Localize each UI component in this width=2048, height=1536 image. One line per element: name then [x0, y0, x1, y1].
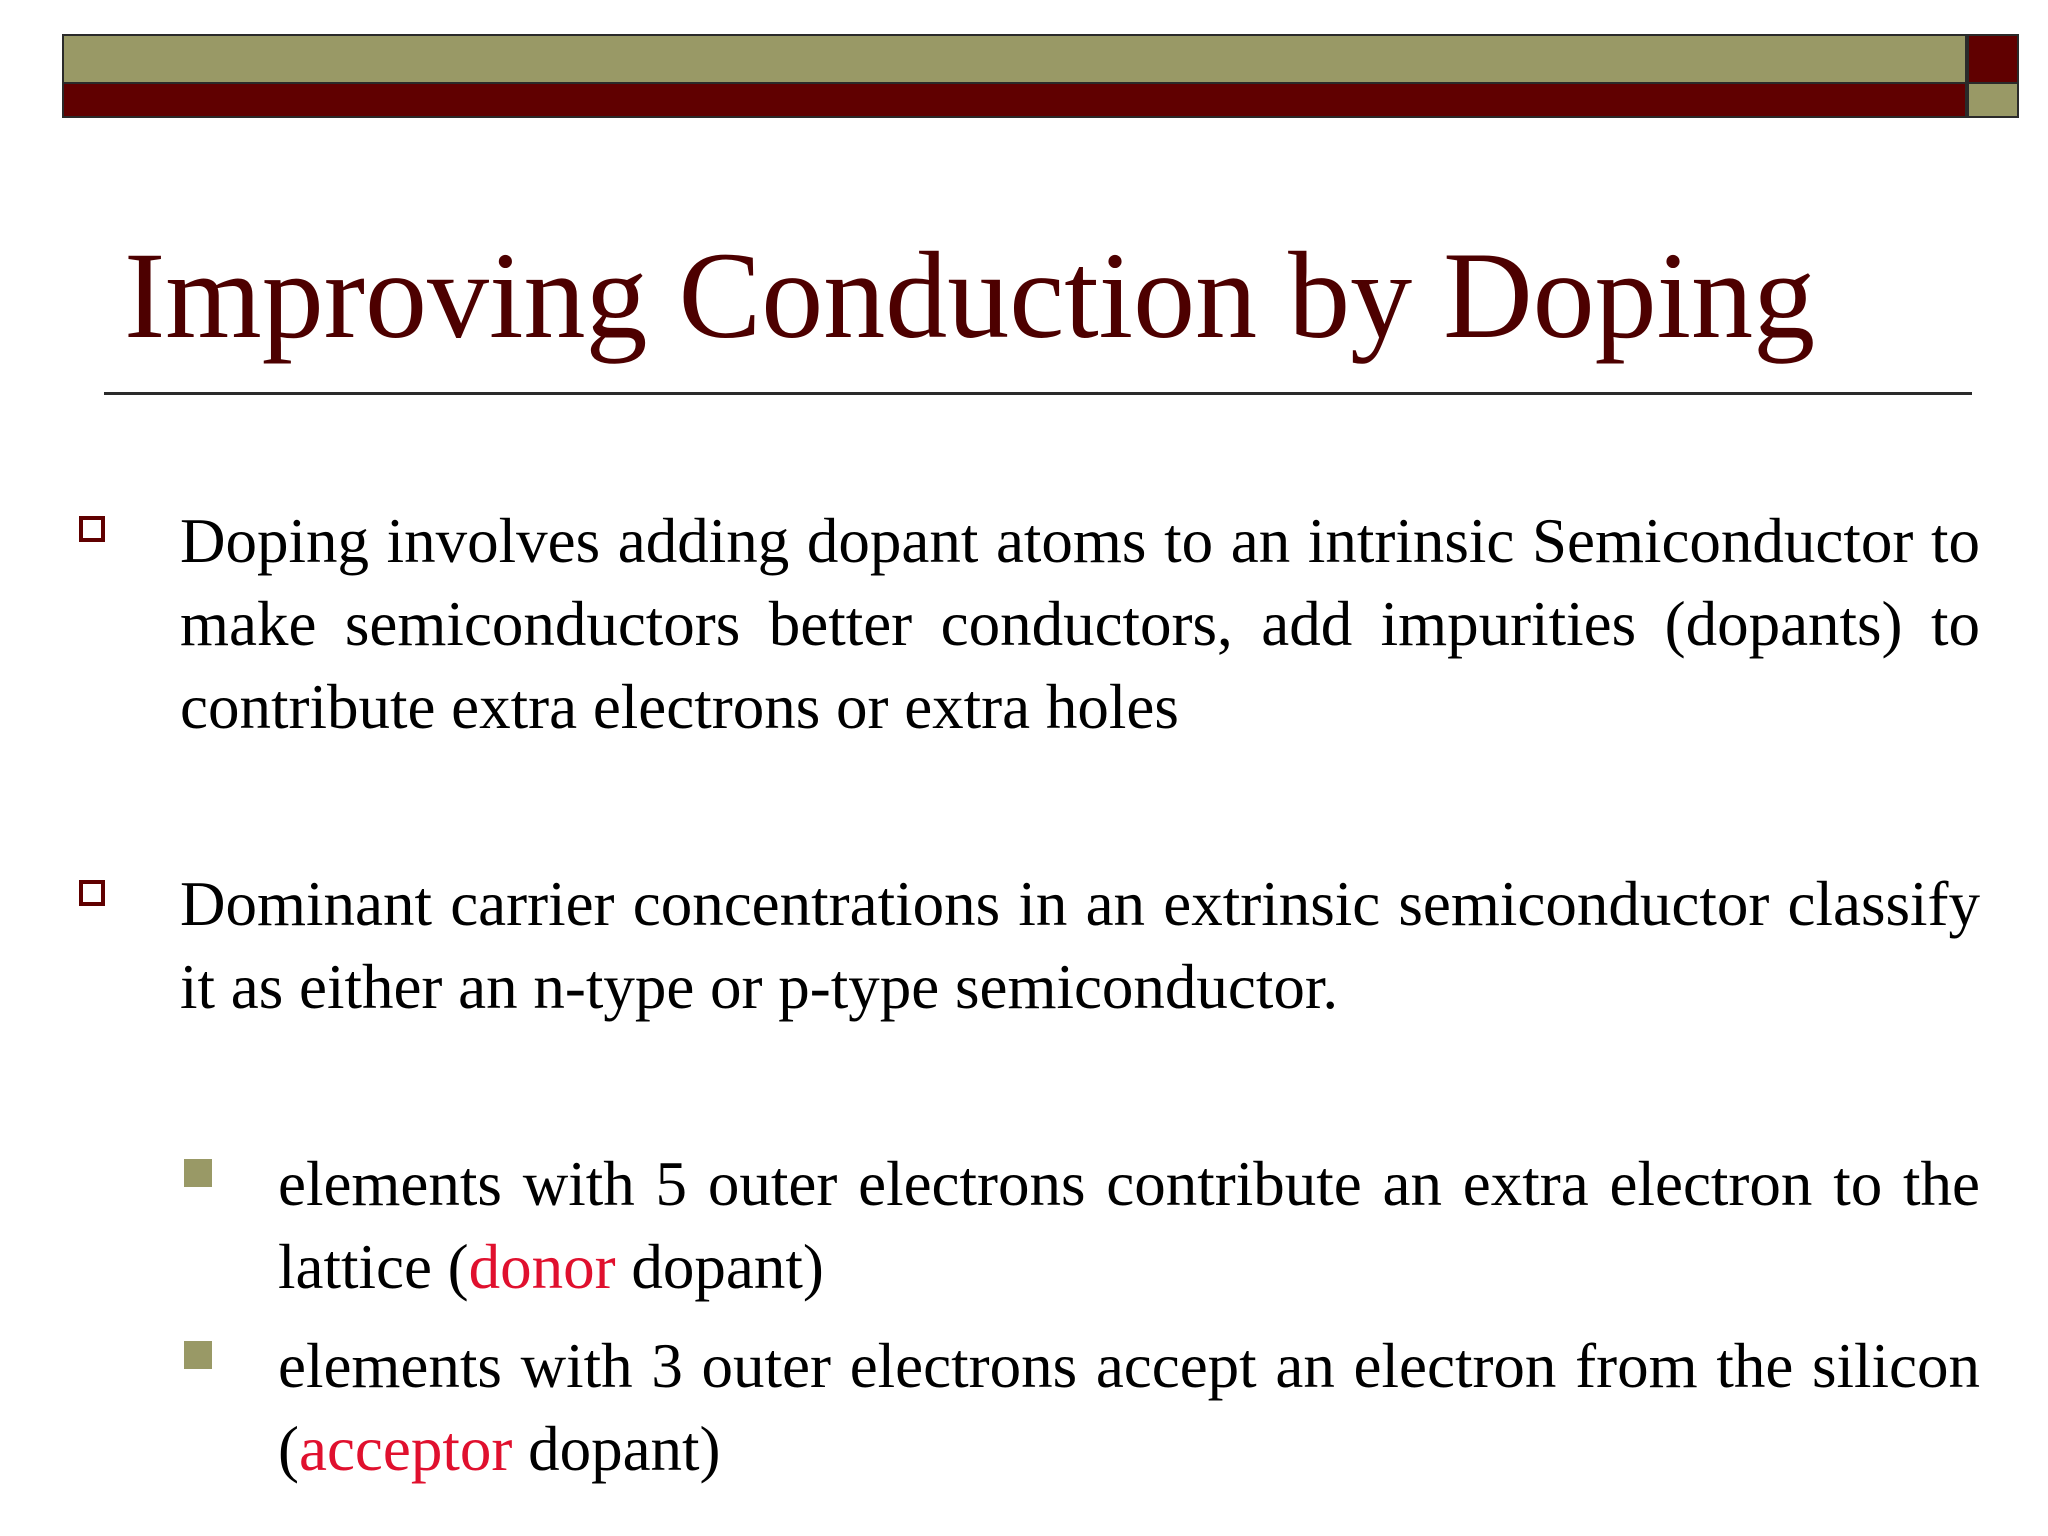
subbullet-acceptor-text — [278, 1325, 1980, 1491]
filled-square-bullet-icon — [184, 1159, 212, 1187]
subbullet-acceptor-before: elements with 3 outer electrons accept an electron from the silicon ( — [278, 1331, 1980, 1484]
hollow-square-bullet-icon — [79, 516, 105, 542]
subbullet-donor-before: elements with 5 outer electrons contribute an extra electron to the lattice ( — [278, 1149, 1980, 1302]
donor-highlight: donor — [468, 1232, 616, 1302]
hollow-square-bullet-icon — [79, 880, 105, 906]
subbullet-donor-after: dopant) — [615, 1232, 824, 1302]
subbullet-donor-text — [278, 1143, 1980, 1309]
bullet-carrier-text: Dominant carrier concentrations in an extrinsic semiconductor classify it as either an n-type or p-type semiconductor. — [180, 869, 1980, 1022]
filled-square-bullet-icon — [184, 1341, 212, 1369]
bullet-doping-text: Doping involves adding dopant atoms to an intrinsic Semiconductor to make semiconductors better conductors, add impurities (dopants) to contribute extra electrons or extra holes — [180, 506, 1980, 742]
acceptor-highlight: acceptor — [298, 1414, 513, 1484]
subbullet-acceptor-after: dopant) — [512, 1414, 721, 1484]
slide-title: Improving Conduction by Doping — [124, 227, 1816, 364]
